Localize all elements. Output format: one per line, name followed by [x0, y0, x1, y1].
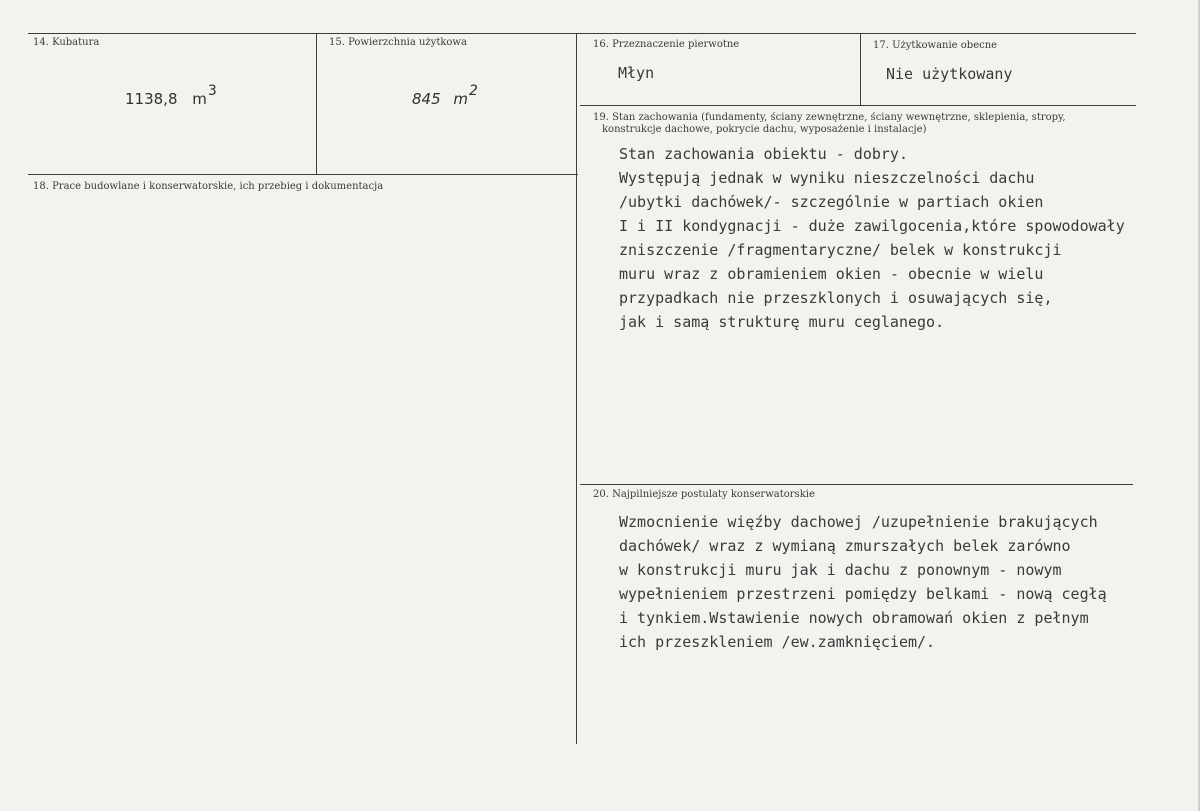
- field-17-rule: [580, 105, 1136, 106]
- kubatura-value: 1138,8: [125, 90, 178, 108]
- kubatura-unit: m3: [192, 83, 217, 108]
- kubatura-label: 14. Kubatura: [33, 37, 100, 48]
- stan-label-line-1: 19. Stan zachowania (fundamenty, ściany zewnętrzne, ściany wewnętrzne, sklepienia, stropy,: [593, 112, 1066, 123]
- stan-text-line: zniszczenie /fragmentaryczne/ belek w konstrukcji: [619, 241, 1062, 259]
- przeznaczenie-label: 16. Przeznaczenie pierwotne: [593, 39, 740, 50]
- stan-text-block: [619, 145, 1175, 345]
- powierzchnia-label: 15. Powierzchnia użytkowa: [329, 37, 467, 48]
- uzytkowanie-value: Nie użytkowany: [886, 65, 1013, 83]
- kubatura-unit-exponent: 3: [207, 83, 217, 99]
- postulaty-text-line: Wzmocnienie więźby dachowej /uzupełnienie brakujących: [619, 513, 1098, 531]
- top-rule: [28, 33, 1136, 34]
- postulaty-label: 20. Najpilniejsze postulaty konserwatorskie: [593, 489, 815, 500]
- kubatura-value-group: [125, 83, 217, 108]
- powierzchnia-unit-exponent: 2: [469, 83, 478, 99]
- stan-label-line-2: konstrukcje dachowe, pokrycie dachu, wyposażenie i instalacje): [602, 124, 927, 135]
- stan-text-line: I i II kondygnacji - duże zawilgocenia,które spowodowały: [619, 217, 1125, 235]
- field-18-rule: [28, 174, 578, 175]
- divider-main: [576, 33, 577, 744]
- postulaty-text-line: w konstrukcji muru jak i dachu z ponownym - nowym: [619, 561, 1062, 579]
- divider-14-15: [316, 33, 317, 174]
- field-20-rule: [580, 484, 1133, 485]
- postulaty-text-line: dachówek/ wraz z wymianą zmurszałych belek zarówno: [619, 537, 1071, 555]
- powierzchnia-value-group: [412, 83, 478, 108]
- uzytkowanie-label: 17. Użytkowanie obecne: [873, 40, 998, 51]
- stan-text-line: przypadkach nie przeszklonych i osuwających się,: [619, 289, 1053, 307]
- stan-text-line: /ubytki dachówek/- szczególnie w partiach okien: [619, 193, 1044, 211]
- powierzchnia-value: 845: [412, 90, 441, 108]
- postulaty-text-line: wypełnieniem przestrzeni pomiędzy belkami - nową cegłą: [619, 585, 1107, 603]
- divider-16-17: [860, 33, 861, 105]
- postulaty-text-line: ich przeszkleniem /ew.zamknięciem/.: [619, 633, 936, 651]
- prace-label: 18. Prace budowlane i konserwatorskie, ich przebieg i dokumentacja: [33, 181, 384, 192]
- przeznaczenie-value: Młyn: [618, 64, 655, 82]
- stan-text-line: Występują jednak w wyniku nieszczelności dachu: [619, 169, 1035, 187]
- powierzchnia-unit: m2: [453, 83, 478, 108]
- postulaty-text-block: [619, 513, 1159, 663]
- stan-text-line: muru wraz z obramieniem okien - obecnie w wielu: [619, 265, 1044, 283]
- stan-text-line: jak i samą strukturę muru ceglanego.: [619, 313, 945, 331]
- postulaty-text-line: i tynkiem.Wstawienie nowych obramowań okien z pełnym: [619, 609, 1089, 627]
- stan-text-line: Stan zachowania obiektu - dobry.: [619, 145, 908, 163]
